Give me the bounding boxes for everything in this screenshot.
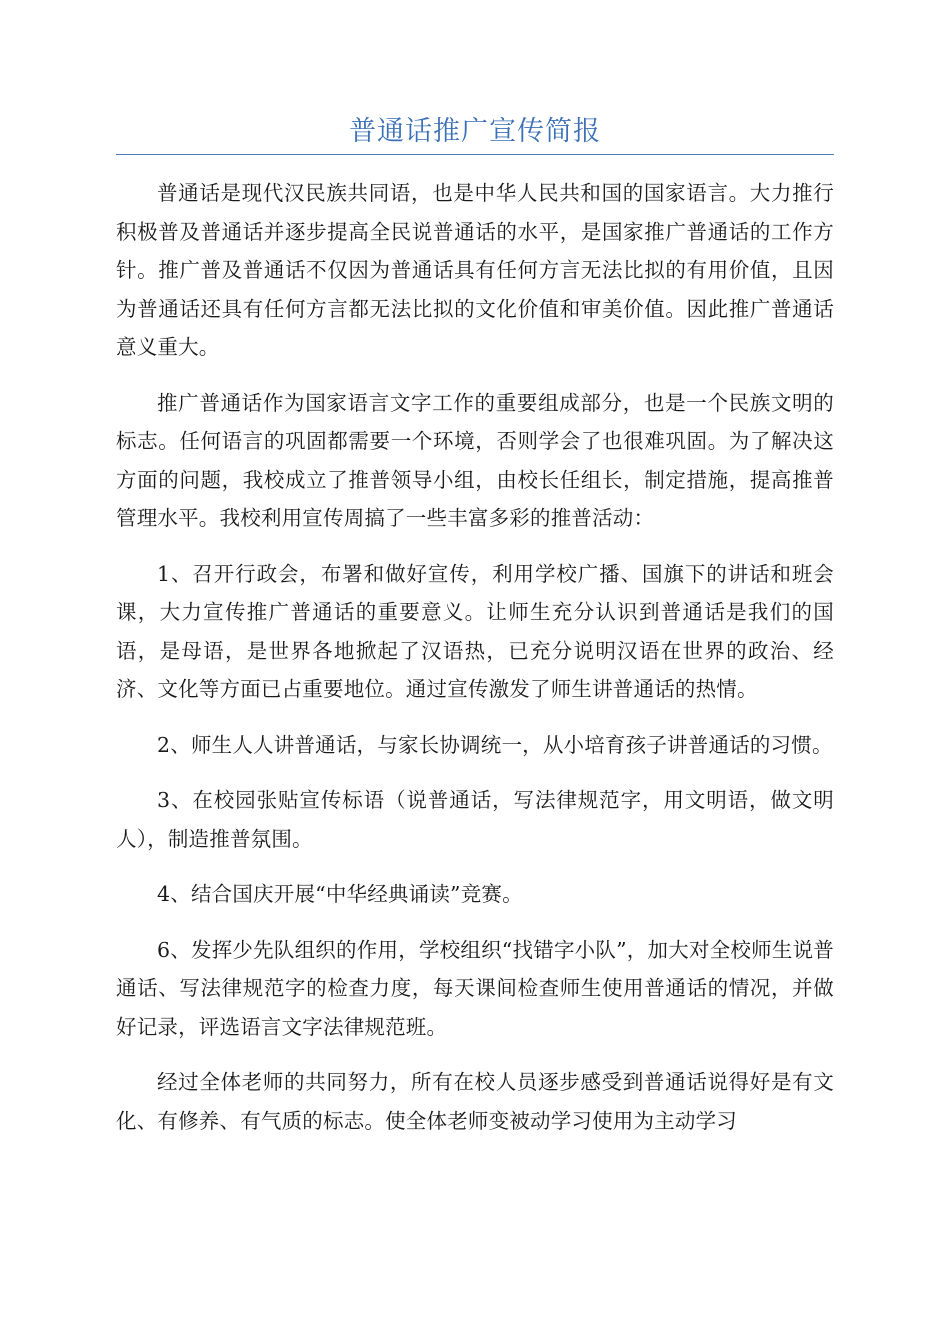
- paragraph-item-6: 6、发挥少先队组织的作用，学校组织“找错字小队”，加大对全校师生说普通话、写法律规范字的检查力度，每天课间检查师生使用普通话的情况，并做好记录，评选语言文字法律规范班。: [116, 937, 834, 1039]
- title-underline: [116, 154, 834, 155]
- paragraph-background: 推广普通话作为国家语言文字工作的重要组成部分，也是一个民族文明的标志。任何语言的巩固都需要一个环境，否则学会了也很难巩固。为了解决这方面的问题，我校成立了推普领导小组，由校长任组长，制定措施，提高推普管理水平。我校利用宣传周搞了一些丰富多彩的推普活动：: [116, 390, 834, 530]
- paragraph-item-2: 2、师生人人讲普通话，与家长协调统一，从小培育孩子讲普通话的习惯。: [157, 732, 833, 757]
- paragraph-conclusion: 经过全体老师的共同努力，所有在校人员逐步感受到普通话说得好是有文化、有修养、有气质的标志。使全体老师变被动学习使用为主动学习: [116, 1070, 834, 1133]
- document-body: [116, 174, 834, 1157]
- page-title: 普通话推广宣传简报: [349, 116, 601, 147]
- paragraph-item-1: 1、召开行政会，布署和做好宣传，利用学校广播、国旗下的讲话和班会课，大力宣传推广普通话的重要意义。让师生充分认识到普通话是我们的国语，是母语，是世界各地掀起了汉语热，已充分说明汉语在世界的政治、经济、文化等方面已占重要地位。通过宣传激发了师生讲普通话的热情。: [116, 561, 834, 701]
- paragraph-item-3: 3、在校园张贴宣传标语（说普通话，写法律规范字，用文明语，做文明人），制造推普氛围。: [116, 788, 834, 851]
- paragraph-item-4: 4、结合国庆开展“中华经典诵读”竞赛。: [157, 882, 523, 906]
- paragraph-intro: 普通话是现代汉民族共同语，也是中华人民共和国的国家语言。大力推行积极普及普通话并逐步提高全民说普通话的水平，是国家推广普通话的工作方针。推广普及普通话不仅因为普通话具有任何方言无法比拟的有用价值，且因为普通话还具有任何方言都无法比拟的文化价值和审美价值。因此推广普通话意义重大。: [116, 181, 834, 359]
